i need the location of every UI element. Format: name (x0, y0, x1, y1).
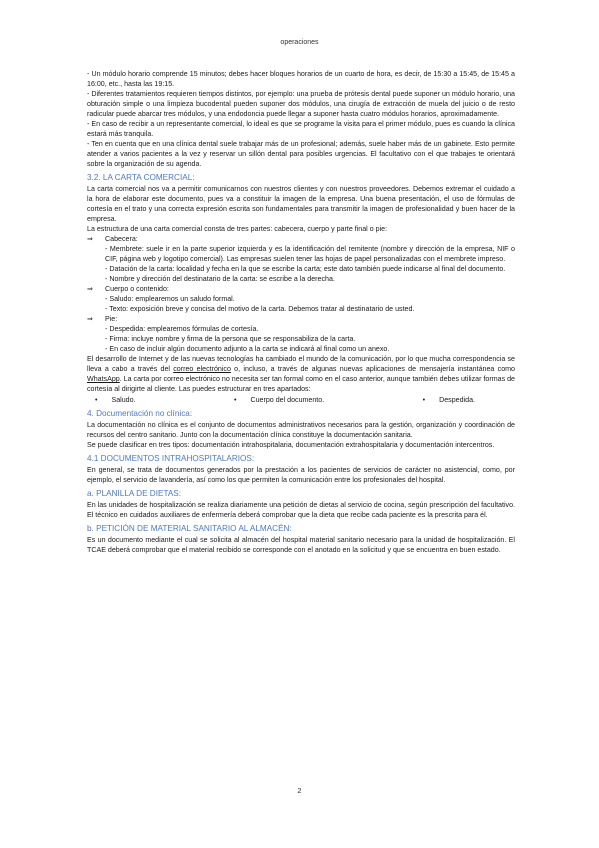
list-item-cabecera (87, 234, 515, 244)
arrow-icon: ⇒ (87, 235, 93, 243)
list-item-label: Cabecera: (105, 235, 138, 243)
list-item: - Datación de la carta: localidad y fecha en la que se escribe la carta; este dato también puede indicarse al final del documento. (105, 265, 506, 273)
list-item: - En caso de incluir algún documento adjunto a la carta se indicará al final como un anexo. (105, 345, 390, 353)
paragraph: En general, se trata de documentos generados por la prestación a los pacientes de servicios de carácter no asistencial, como, por ejemplo, el servicio de lavandería, así como los que permiten la comunicación entre los profesionales del hospital. (87, 466, 515, 484)
cuerpo-subitems (87, 294, 515, 314)
list-item: • Saludo. (95, 396, 136, 404)
list-item: • Cuerpo del documento. (233, 396, 325, 404)
section-heading-peticion-material: b. PETICIÓN DE MATERIAL SANITARIO AL ALMACÉN: (87, 524, 292, 533)
section-heading-intrahospitalarios: 4.1 DOCUMENTOS INTRAHOSPITALARIOS: (87, 454, 255, 463)
page-header: operaciones (280, 39, 319, 46)
paragraph: - Ten en cuenta que en una clínica dental suele trabajar más de un profesional; además, suele haber más de un gabinete. Esto permite atender a varios pacientes a la vez y reservar un sillón dental para posibles urgencias. El facultativo con el que trabajes te orientará sobre la organización de su agenda. (87, 140, 515, 168)
page-content (87, 69, 515, 555)
list-item: - Membrete: suele ir en la parte superior izquierda y es la identificación del remitente (nombre y dirección de la empresa, NIF o CIF, página web y logotipo comercial). Las empresas suelen tener las hojas de papel personalizadas con el membrete impreso. (105, 245, 515, 263)
cabecera-subitems (87, 244, 515, 284)
list-item: - Nombre y dirección del destinatario de la carta: se escribe a la derecha. (105, 275, 335, 283)
paragraph: La estructura de una carta comercial consta de tres partes: cabecera, cuerpo y parte final o pie: (87, 225, 388, 233)
list-item-label: Cuerpo o contenido: (105, 285, 169, 293)
pie-subitems (87, 324, 515, 354)
bullet-icon: • (233, 396, 237, 404)
list-item: - Saludo: emplearemos un saludo formal. (105, 295, 235, 303)
bullet-icon: • (422, 396, 426, 404)
section-heading-planilla-dietas: a. PLANILLA DE DIETAS: (87, 489, 182, 498)
list-item: • Despedida. (422, 396, 475, 404)
list-item-pie (87, 314, 515, 324)
bullet-icon: • (95, 396, 98, 404)
link-whatsapp[interactable]: WhatsApp (87, 375, 120, 383)
paragraph: - En caso de recibir a un representante comercial, lo ideal es que se programe la visita para el primer módulo, pues es cuando la clínica estará más tranquila. (87, 120, 515, 138)
list-item: - Firma: incluye nombre y firma de la persona que se responsabiliza de la carta. (105, 335, 356, 343)
paragraph-internet: El desarrollo de Internet y de las nuevas tecnologías ha cambiado el mundo de la comunicación, por lo que mucha correspondencia se lleva a cabo a través del correo electrónico o, incluso, a través de algunas nuevas aplicaciones de mensajería instantánea como WhatsApp. La carta por correo electrónico no necesita ser tan formal como en el caso anterior, aunque también debes utilizar formas de cortesía al dirigirte al cliente. Las puedes estructurar en tres apartados: (87, 355, 515, 393)
bullet-list (87, 395, 515, 405)
paragraph: - Un módulo horario comprende 15 minutos; debes hacer bloques horarios de un cuarto de hora, es decir, de 15:30 a 15:45, de 15:45 a 16:00, etc., hasta las 19:15. (87, 70, 515, 88)
paragraph: En las unidades de hospitalización se realiza diariamente una petición de dietas al servicio de cocina, según prescripción del facultativo. El técnico en cuidados auxiliares de enfermería deberá comprobar que la dieta que recibe cada paciente es la prescrita para él. (87, 501, 515, 519)
paragraph: Se puede clasificar en tres tipos: documentación intrahospitalaria, documentación extrahospitalaria y documentación intercentros. (87, 441, 495, 449)
paragraph: Es un documento mediante el cual se solicita al almacén del hospital material sanitario necesario para la unidad de hospitalización. El TCAE deberá comprobar que el material recibido se corresponde con el anotado en la solicitud y que se encuentra en buen estado. (87, 536, 515, 554)
list-item-label: Pie: (105, 315, 118, 323)
section-heading-documentacion-no-clinica: 4. Documentación no clínica: (87, 409, 193, 418)
section-heading-carta-comercial: 3.2. LA CARTA COMERCIAL: (87, 173, 195, 182)
arrow-icon: ⇒ (87, 315, 93, 323)
list-item: - Despedida: emplearemos fórmulas de cortesía. (105, 325, 259, 333)
list-item-cuerpo (87, 284, 515, 294)
list-item: - Texto: exposición breve y concisa del motivo de la carta. Debemos tratar al destinatario de usted. (105, 305, 415, 313)
paragraph: La carta comercial nos va a permitir comunicarnos con nuestros clientes y con nuestros proveedores. Debemos extremar el cuidado a la hora de elaborar este documento, pues va a constituir la imagen de la empresa. Una buena presentación, el uso de fórmulas de cortesía en el trato y una correcta expresión escrita son fundamentales para transmitir la imagen de profesionalidad y buen hacer de la empresa. (87, 185, 515, 223)
link-correo-electronico[interactable]: correo electrónico (173, 365, 231, 373)
page-number: 2 (297, 786, 302, 795)
paragraph: La documentación no clínica es el conjunto de documentos administrativos necesarios para la gestión, organización y coordinación de recursos del centro sanitario. Junto con la documentación clínica constituye la documentación sanitaria. (87, 421, 515, 439)
arrow-icon: ⇒ (87, 285, 93, 293)
paragraph: - Diferentes tratamientos requieren tiempos distintos, por ejemplo: una prueba de prótesis dental puede suponer un módulo horario, una obturación simple o una limpieza bucodental pueden suponer dos módulos, una cirugía de extracción de muela del juicio o de resto radicular puede abarcar tres módulos, y una endodoncia puede llegar a suponer hasta cuatro módulos horarios, aproximadamente. (87, 90, 515, 118)
